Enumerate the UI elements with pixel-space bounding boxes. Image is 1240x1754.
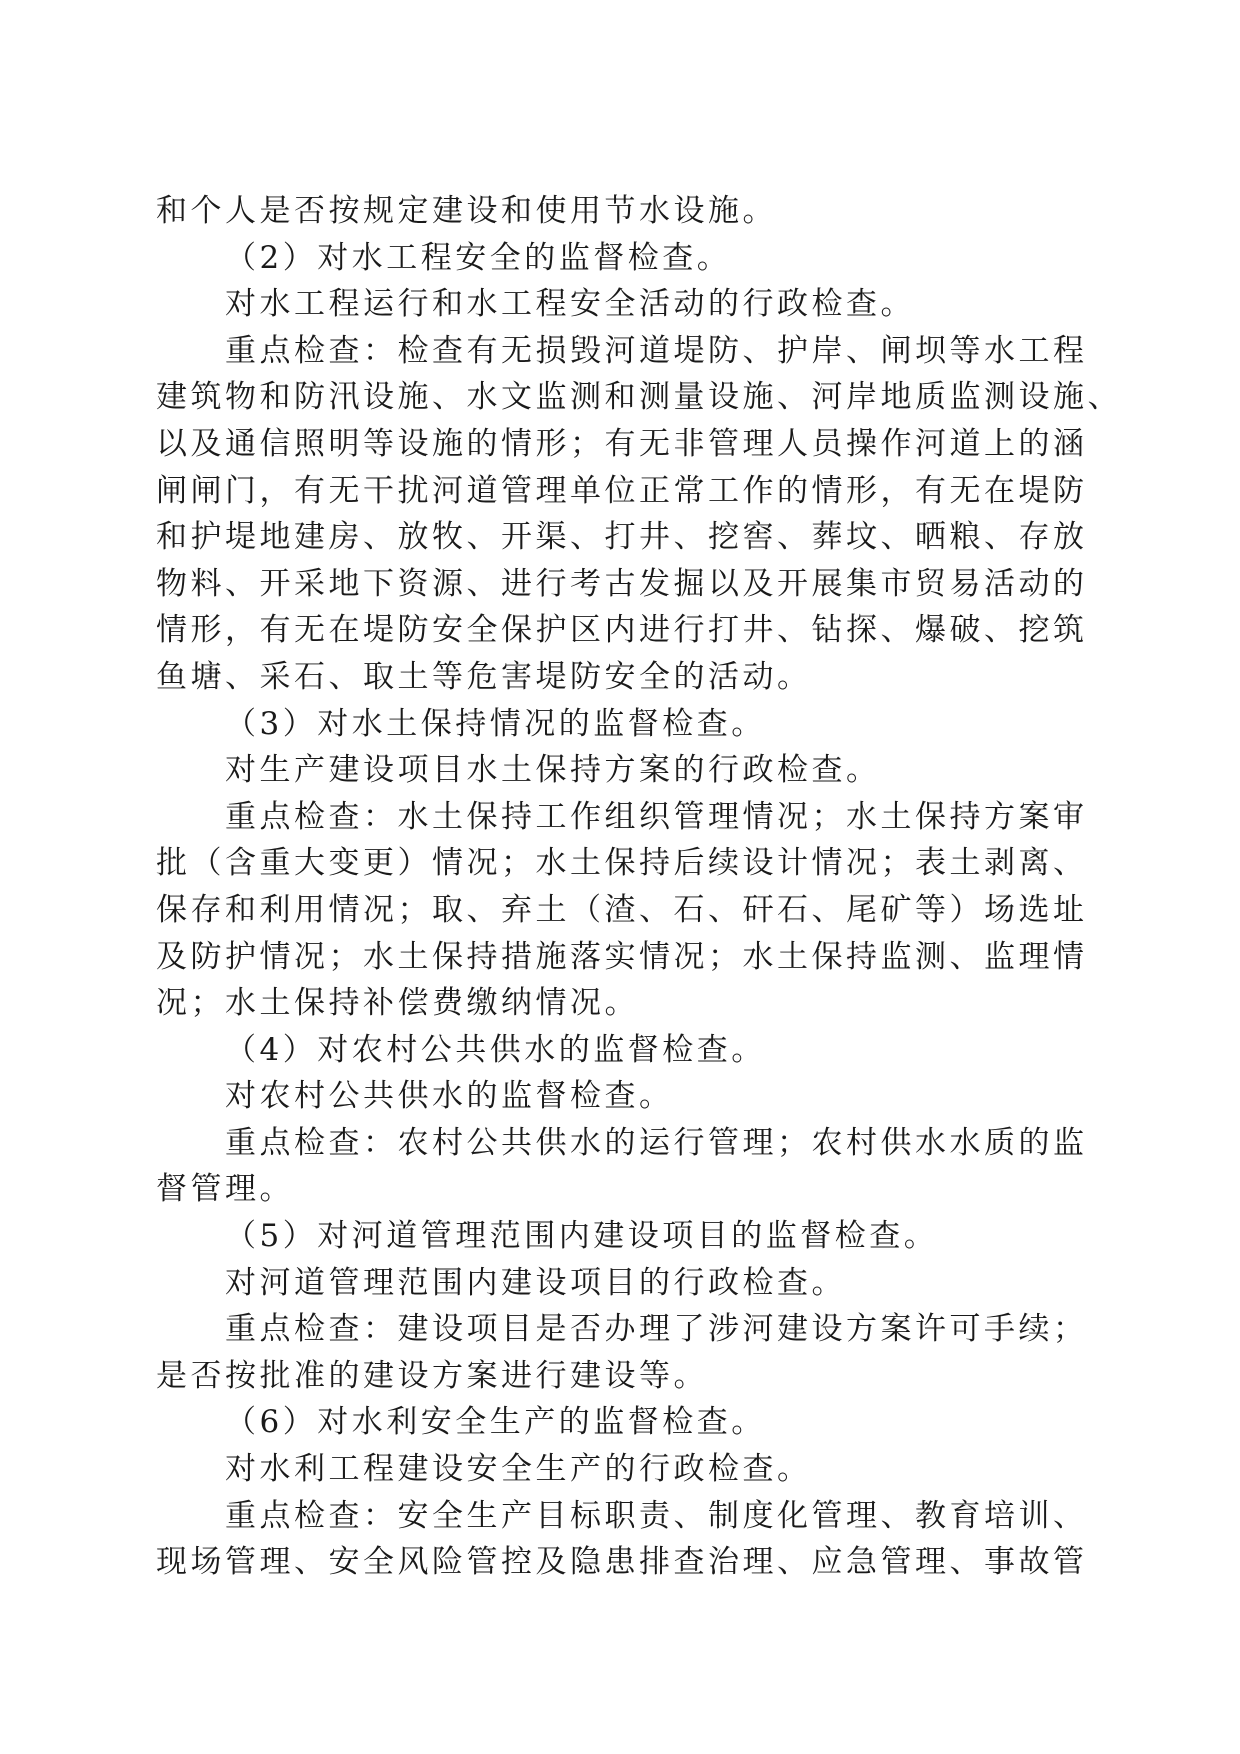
text-line: 况；水土保持补偿费缴纳情况。 <box>156 985 639 1022</box>
text-line: 重点检查：检查有无损毁河道堤防、护岸、闸坝等水工程 <box>225 332 1088 369</box>
text-line: 重点检查：农村公共供水的运行管理；农村供水水质的监 <box>225 1124 1088 1161</box>
text-line: 对水工程运行和水工程安全活动的行政检查。 <box>225 286 915 323</box>
section-heading-2: （2）对水工程安全的监督检查。 <box>225 239 732 276</box>
text-line: 重点检查：建设项目是否办理了涉河建设方案许可手续； <box>225 1311 1088 1348</box>
text-line: 和个人是否按规定建设和使用节水设施。 <box>156 193 777 229</box>
text-line: 建筑物和防汛设施、水文监测和测量设施、河岸地质监测设施、 <box>156 379 1122 416</box>
text-line: 情形，有无在堤防安全保护区内进行打井、钻探、爆破、挖筑 <box>156 612 1088 649</box>
text-line: 对农村公共供水的监督检查。 <box>225 1078 674 1115</box>
text-line: 对河道管理范围内建设项目的行政检查。 <box>225 1264 846 1301</box>
text-line: 批（含重大变更）情况；水土保持后续设计情况；表土剥离、 <box>156 845 1088 882</box>
text-line: 对生产建设项目水土保持方案的行政检查。 <box>225 752 881 789</box>
text-line: 和护堤地建房、放牧、开渠、打井、挖窖、葬坟、晒粮、存放 <box>156 519 1088 556</box>
section-heading-6: （6）对水利安全生产的监督检查。 <box>225 1404 766 1441</box>
text-line: 鱼塘、采石、取土等危害堤防安全的活动。 <box>156 658 812 695</box>
text-line: 及防护情况；水土保持措施落实情况；水土保持监测、监理情 <box>156 938 1088 975</box>
text-line: 现场管理、安全风险管控及隐患排查治理、应急管理、事故管 <box>156 1544 1088 1581</box>
text-line: 闸闸门，有无干扰河道管理单位正常工作的情形，有无在堤防 <box>156 472 1088 509</box>
text-line: 以及通信照明等设施的情形；有无非管理人员操作河道上的涵 <box>156 425 1088 462</box>
text-line: 保存和利用情况；取、弃土（渣、石、矸石、尾矿等）场选址 <box>156 891 1088 928</box>
document-body <box>156 188 1122 1586</box>
text-line: 督管理。 <box>156 1171 294 1208</box>
section-heading-4: （4）对农村公共供水的监督检查。 <box>225 1031 766 1068</box>
text-line: 对水利工程建设安全生产的行政检查。 <box>225 1451 812 1488</box>
text-line: 是否按批准的建设方案进行建设等。 <box>156 1357 708 1394</box>
section-heading-3: （3）对水土保持情况的监督检查。 <box>225 705 766 742</box>
section-heading-5: （5）对河道管理范围内建设项目的监督检查。 <box>225 1218 939 1255</box>
text-line: 重点检查：水土保持工作组织管理情况；水土保持方案审 <box>225 798 1088 835</box>
text-line: 重点检查：安全生产目标职责、制度化管理、教育培训、 <box>225 1497 1088 1534</box>
text-line: 物料、开采地下资源、进行考古发掘以及开展集市贸易活动的 <box>156 565 1088 602</box>
